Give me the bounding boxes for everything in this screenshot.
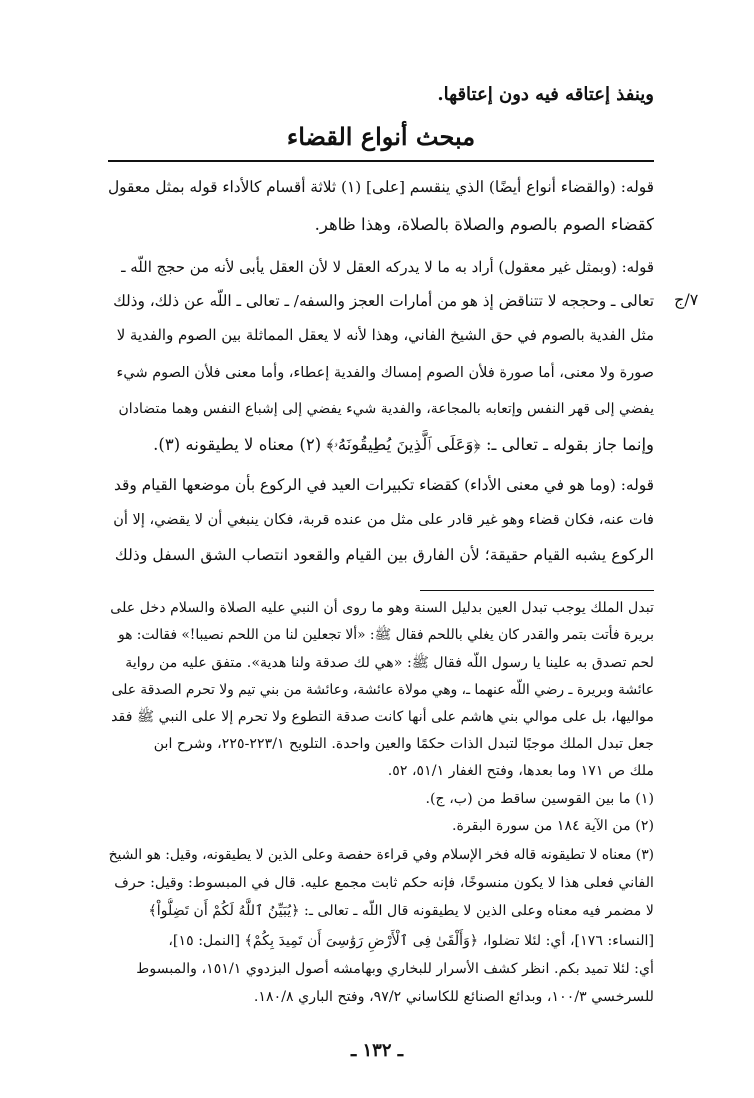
footnote-line: أي: لئلا تميد بكم. انظر كشف الأسرار للبخاري وبهامشه أصول البزدوي ١٥١/١، والمبسوط: [136, 961, 654, 977]
footnote-line: لا مضمر فيه معناه وعلى الذين لا يطيقونه قال اللّه ـ تعالى ـ: ﴿يُبَيِّنُ ٱللَّهُ لَكُمْ أَن تَضِلُّواْ﴾: [148, 903, 654, 919]
footnote-line: [النساء: ١٧٦]، أي: لئلا تضلوا، ﴿وَأَلْقَىٰ فِى ٱلْأَرْضِ رَوَٰسِىَ أَن تَمِيدَ بِكُمْ﴾ [النمل: ١٥]،: [168, 933, 654, 949]
main-text-line: قوله: (وبمثل غير معقول) أراد به ما لا يدركه العقل لا لأن العقل يأبى لأنه من حجج اللّه ـ: [121, 258, 654, 276]
footnote-line: عائشة وبريرة ـ رضي اللّه عنهما ـ، وهي مولاة عائشة، وعائشة من بني تيم ولا تحرم الصدقة على: [111, 682, 654, 698]
main-text-line: مثل الفدية بالصوم في حق الشيخ الفاني، وهذا لأنه لا يعقل المماثلة بين الصوم والفدية لا: [116, 326, 654, 344]
page-number: ـ ١٣٢ ـ: [350, 1040, 404, 1061]
footnote-line: بريرة فأتت بتمر والقدر كان يغلي باللحم فقال ﷺ: «ألا تجعلين لنا من اللحم نصيبا!» فقالت: هو: [118, 627, 654, 643]
main-text-line: صورة ولا معنى، أما صورة فلأن الصوم إمساك والفدية إعطاء، وأما معنى فلأن الصوم شيء: [116, 365, 654, 381]
margin-folio-note: ٧/ج: [674, 290, 699, 309]
footnote-line: (١) ما بين القوسين ساقط من (ب، ج).: [425, 791, 654, 807]
main-text-line: وإنما جاز بقوله ـ تعالى ـ: ﴿وَعَلَى ٱلَّذِينَ يُطِيقُونَهُۥ﴾ (٢) معناه لا يطيقونه (٣).: [153, 435, 654, 454]
footnote-line: لحم تصدق به علينا يا رسول اللّه فقال ﷺ: «هي لك صدقة ولنا هدية». متفق عليه من رواية: [125, 655, 654, 671]
main-text-line: فات عنه، فكان قضاء وهو غير قادر على مثل من عنده قربة، فكان ينبغي أن لا يقضي، إلا أن: [113, 512, 654, 528]
footnote-line: ملك ص ١٧١ وما بعدها، وفتح الغفار ٥١/١، ٥٢.: [387, 763, 654, 779]
footnote-line: (٢) من الآية ١٨٤ من سورة البقرة.: [451, 818, 654, 834]
heading-divider: [108, 160, 654, 162]
footnote-line: الفاني فعلى هذا لا يكون منسوخًا، فإنه حكم ثابت مجمع عليه. قال في المبسوط: وقيل: حرف: [114, 875, 654, 891]
main-text-line: الركوع يشبه القيام حقيقة؛ لأن الفارق بين القيام والقعود انتصاب الشق السفل وذلك: [114, 545, 654, 564]
main-text-line: كقضاء الصوم بالصوم والصلاة بالصلاة، وهذا ظاهر.: [314, 215, 654, 234]
main-text-line: قوله: (والقضاء أنواع أيضًا) الذي ينقسم [على] (١) ثلاثة أقسام كالأداء قوله بمثل معقول: [108, 178, 654, 196]
main-text-line: يفضي إلى قهر النفس وإتعابه بالمجاعة، والفدية شيء يفضي إلى إشباع النفس وهما متضادان: [118, 401, 654, 417]
footnote-line: للسرخسي ١٠٠/٣، وبدائع الصنائع للكاساني ٩٧/٢، وفتح الباري ١٨٠/٨.: [253, 989, 654, 1005]
footnote-line: مواليها، بل على موالي بني هاشم على أنها كانت صدقة التطوع ولا تحرم إلا على النبي ﷺ فقد: [111, 709, 654, 725]
continuation-line: وينفذ إعتاقه فيه دون إعتاقها.: [437, 84, 654, 105]
footnote-divider: [420, 590, 654, 591]
main-text-line: تعالى ـ وحججه لا تتناقض إذ هو من أمارات العجز والسفه/ ـ تعالى ـ اللّه عن ذلك، وذلك: [113, 292, 654, 310]
footnote-line: جعل تبدل الملك موجبًا لتبدل الذات حكمًا والعين واحدة. التلويح ٢٢٣/١-٢٢٥، وشرح ابن: [153, 736, 654, 752]
main-text-line: قوله: (وما هو في معنى الأداء) كقضاء تكبيرات العيد في الركوع بأن موضعها القيام وقد: [114, 476, 654, 494]
footnote-line: تبدل الملك يوجب تبدل العين بدليل السنة وهو ما روى أن النبي عليه الصلاة والسلام دخل على: [110, 600, 654, 616]
footnote-line: (٣) معناه لا تطيقونه قاله فخر الإسلام وفي قراءة حفصة وعلى الذين لا يطيقونه، وقيل: هو الشيخ: [108, 847, 654, 863]
section-heading: مبحث أنواع القضاء: [286, 122, 476, 151]
